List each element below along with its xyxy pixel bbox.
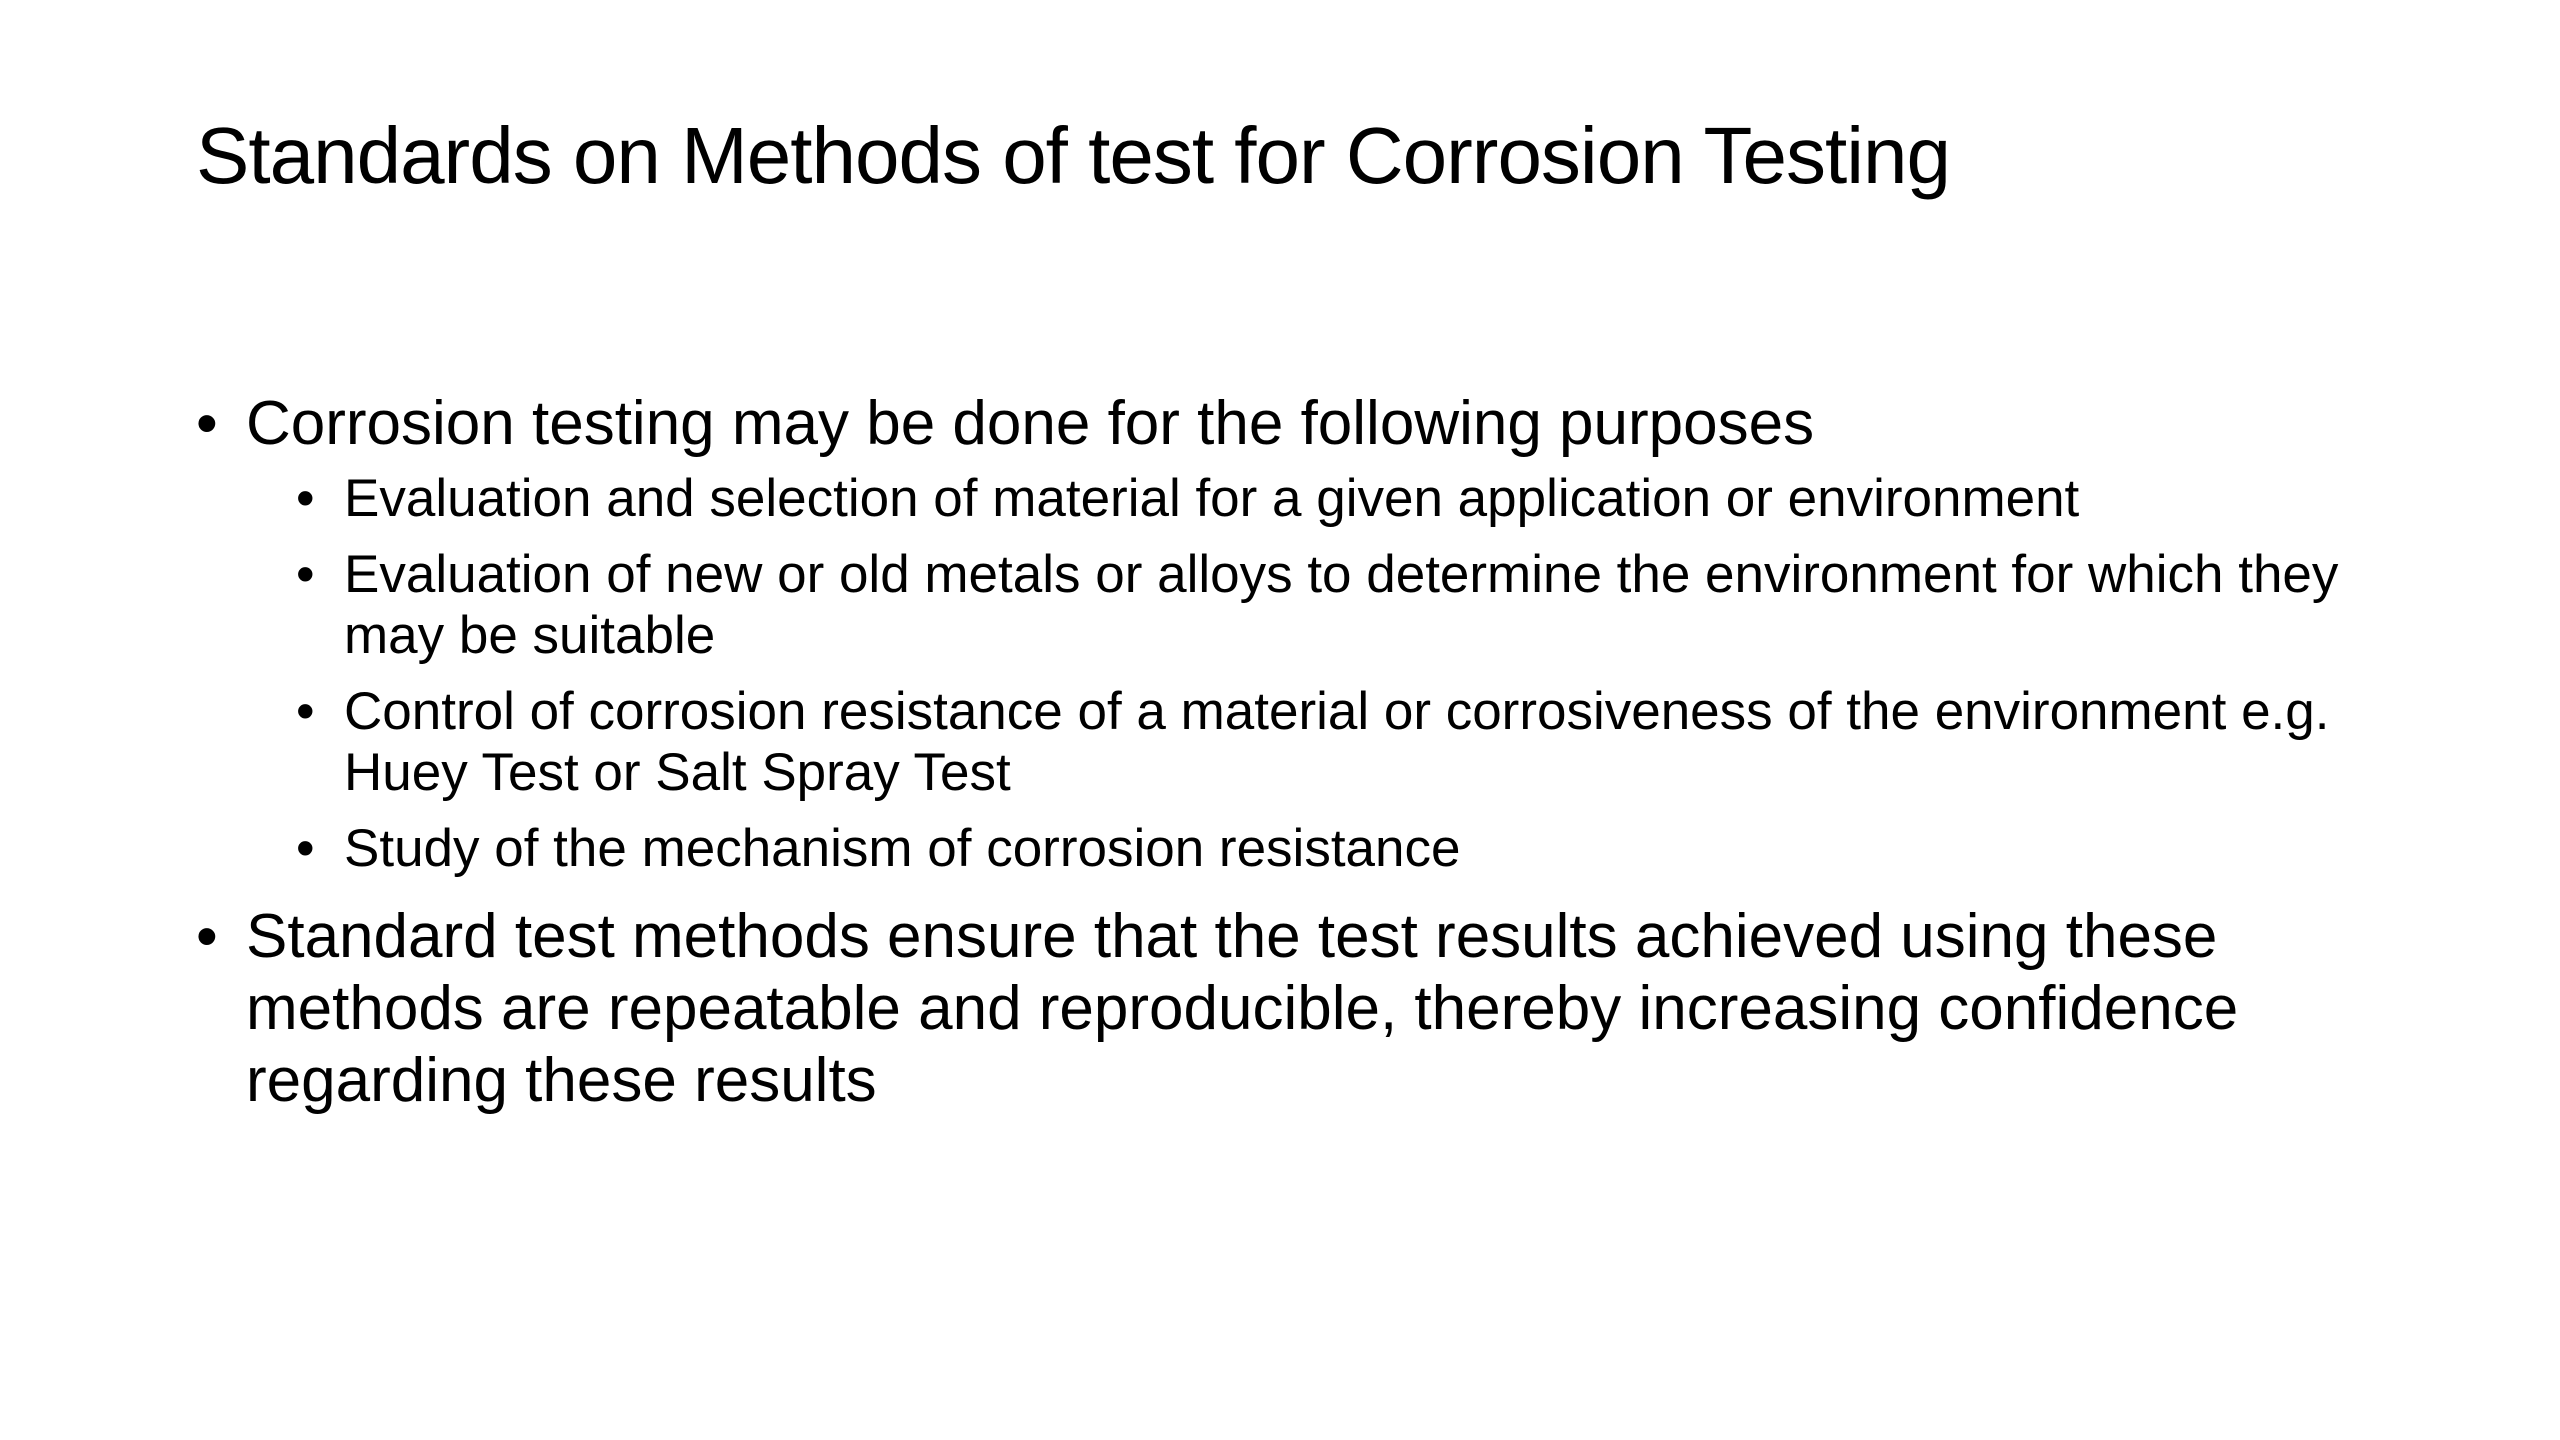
slide-body [196,388,2396,1117]
bullet-dot-icon: • [296,682,315,741]
bullet-text: Corrosion testing may be done for the following purposes [246,389,1815,458]
bullet-dot-icon: • [196,902,218,971]
bullet-dot-icon: • [296,469,315,528]
sub-bullet-text: Study of the mechanism of corrosion resistance [344,819,1461,878]
bullet-dot-icon: • [296,819,315,878]
sub-bullet-list [246,468,2396,879]
sub-bullet-item [296,468,2396,529]
sub-bullet-item [296,544,2396,666]
sub-bullet-text: Evaluation and selection of material for a given application or environment [344,469,2080,528]
slide-title: Standards on Methods of test for Corrosion Testing [196,111,1950,200]
bullet-point-purposes [196,388,2396,879]
bullet-dot-icon: • [196,389,218,458]
bullet-point-standards [196,901,2396,1117]
sub-bullet-item [296,681,2396,803]
sub-bullet-text: Evaluation of new or old metals or alloys to determine the environment for which they may be suitable [344,545,2339,665]
bullet-text: Standard test methods ensure that the test results achieved using these methods are repeatable and reproducible, thereby increasing confidence regarding these results [246,902,2239,1115]
sub-bullet-text: Control of corrosion resistance of a material or corrosiveness of the environment e.g. Huey Test or Salt Spray Test [344,682,2330,802]
sub-bullet-item [296,818,2396,879]
bullet-dot-icon: • [296,545,315,604]
